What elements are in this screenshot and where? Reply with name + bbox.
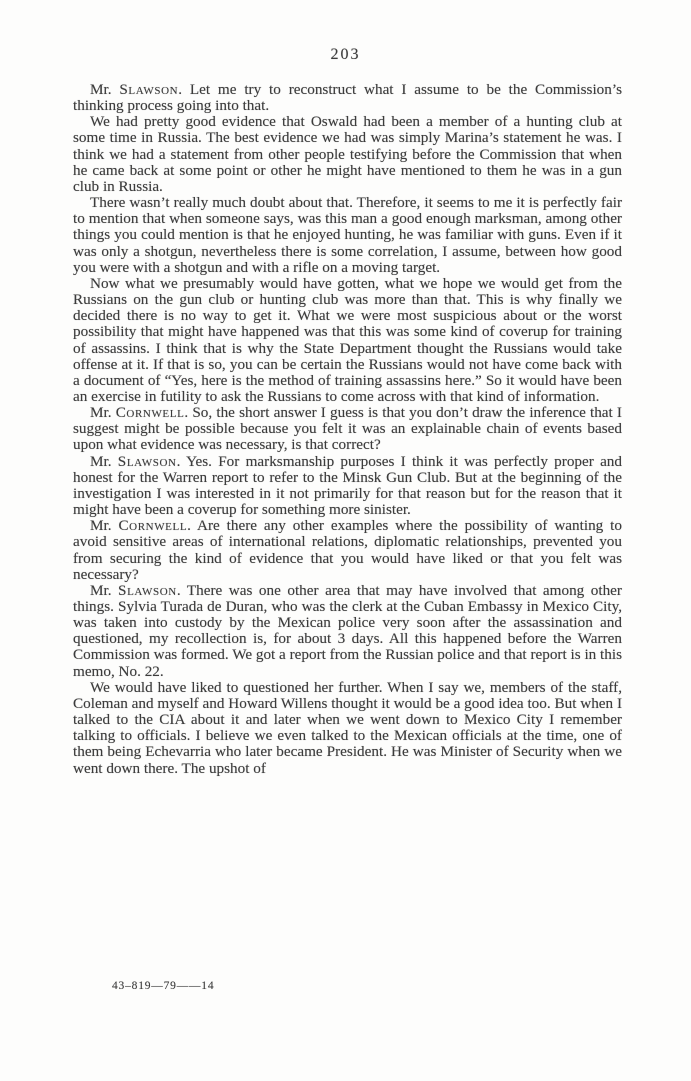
speaker-prefix: Mr.: [90, 452, 118, 470]
paragraph-text: . Yes. For marksmanship purposes I think it was perfectly proper and honest for the Warren report to refer to the Minsk Gun Club. But at the beginning of the investigation I was interested in it not primarily for that reason but for the reason that it might have been a coverup for something more sinister.: [73, 452, 622, 519]
paragraph: [73, 518, 622, 583]
speaker-prefix: Mr.: [90, 81, 120, 98]
paragraph-text: Now what we presumably would have gotten, what we hope we would get from the Russians on the gun club or hunting club was more than that. This is why finally we decided there is no way to get it. What we were most suspicious about or the worst possibility that might have happened was that this was some kind of coverup for training of assassins. I think that is why the State Department thought the Russians would take offense at it. If that is so, you can be certain the Russians would not have come back with a document of “Yes, here is the method of training assassins here.” So it would have been an exercise in futility to ask the Russians to come across with that kind of information.: [73, 274, 622, 405]
paragraph: [73, 276, 622, 405]
paragraph: [73, 454, 622, 519]
speaker-prefix: Mr.: [90, 581, 119, 599]
speaker: [90, 517, 187, 534]
paragraph: [73, 82, 622, 114]
paragraph: [73, 114, 622, 195]
paragraph-text: We had pretty good evidence that Oswald had been a member of a hunting club at some time in Russia. The best evidence we had was simply Marina’s statement he was. I think we had a statement from other people testifying before the Commission that when he came back at some point or other he might have mentioned to them he was in a gun club in Russia.: [73, 113, 622, 195]
speaker: [90, 404, 184, 421]
speaker-name: Slawson: [119, 81, 179, 98]
paragraph: [73, 405, 622, 453]
speaker: [90, 81, 178, 98]
paragraph: [73, 583, 622, 680]
print-code: 43–819—79——14: [112, 980, 215, 992]
paragraph-text: . So, the short answer I guess is that you don’t draw the inference that I suggest might be possible because you felt it was an explainable chain of events based upon what evidence was necessary, is that correct?: [73, 404, 622, 454]
page-body: [73, 82, 622, 777]
paragraph-text: We would have liked to questioned her further. When I say we, members of the staff, Coleman and myself and Howard Willens thought it would be a good idea too. But when I talked to the CIA about it and later when we went down to Mexico City I remember talking to officials. I believe we even talked to the Mexican officials at the time, one of them being Echevarria who later became President. He was Minister of Security when we went down there. The upshot of: [73, 678, 622, 777]
speaker-name: Cornwell: [118, 517, 188, 535]
paragraph: [73, 680, 622, 777]
page-number: 203: [330, 46, 361, 63]
speaker-name: Slawson: [117, 452, 177, 470]
paragraph-text: . Let me try to reconstruct what I assume to be the Commission’s thinking process going into that.: [73, 81, 622, 115]
paragraph-text: There wasn’t really much doubt about that. Therefore, it seems to me it is perfectly fair to mention that when someone says, was this man a good enough marksman, among other things you could mention is that he enjoyed hunting, he was familiar with guns. Even if it was only a shotgun, nevertheless there is some correlation, I assume, between how good you were with a shotgun and with a rifle on a moving target.: [73, 194, 622, 276]
speaker-name: Slawson: [118, 581, 177, 599]
paragraph: [73, 195, 622, 276]
paragraph-text: . There was one other area that may have involved that among other things. Sylvia Turada de Duran, who was the clerk at the Cuban Embassy in Mexico City, was taken into custody by the Mexican police very soon after the assassination and questioned, my recollection is, for about 3 days. All this happened before the Warren Commission was formed. We got a report from the Russian police and that report is in this memo, No. 22.: [73, 581, 622, 680]
paragraph-text: . Are there any other examples where the possibility of wanting to avoid sensitive areas of international relations, diplomatic relationships, prevented you from securing the kind of evidence that you would have liked or that you felt was necessary?: [73, 517, 622, 583]
speaker: [90, 582, 177, 599]
speaker: [90, 453, 177, 470]
speaker-name: Cornwell: [115, 404, 185, 422]
speaker-prefix: Mr.: [90, 404, 116, 422]
speaker-prefix: Mr.: [90, 517, 119, 535]
